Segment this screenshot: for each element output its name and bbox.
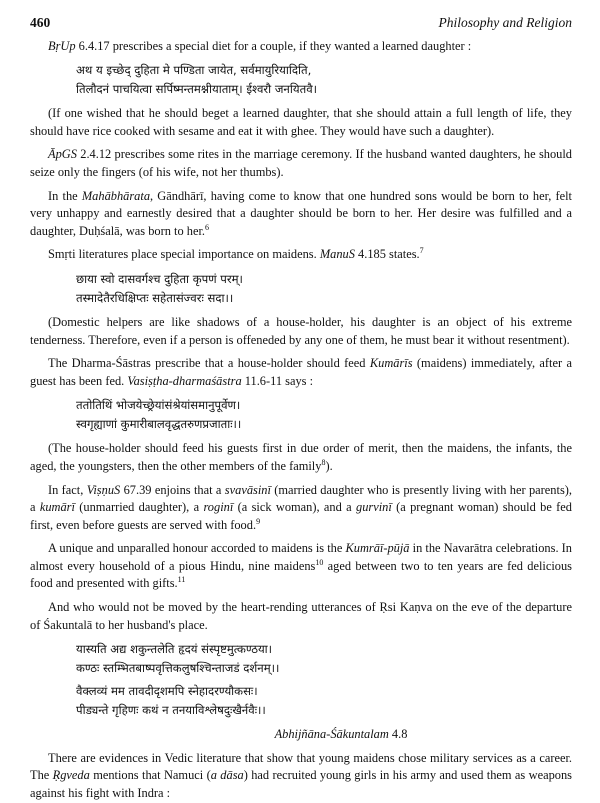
term: Kumārīs [369, 356, 413, 371]
paragraph-apgs: ĀpGS 2.4.12 prescribes some rites in the marriage ceremony. If the husband wanted daughters, he should seize only the fingers (of his wife, not her thumbs). [30, 147, 572, 179]
paragraph-smrti: Smṛti literatures place special importance on maidens. ManuS 4.185 states.$^7$ [48, 246, 424, 262]
paragraph-visnus: In fact, ViṣṇuS 67.39 enjoins that a svavāsinī (married daughter who is presently living with her parents), a kumārī (unmarried daughter), a roginī (a sick woman), and a gurvinī (a pregnant woman) should be fed first, even before guests are served with food.$^9$ [30, 482, 572, 532]
page-header [30, 14, 572, 32]
paragraph-kumari-puja: A unique and unparalled honour accorded to maidens is the Kumrāī-pūjā in the Navarātra celebrations. In almost every household of a pious Hindu, nine maidens$^{10}$ aged between two to ten years are fed delicious food and presented with gifts.$^{11}$ [30, 541, 572, 591]
footnote-marker: 7 [419, 246, 424, 256]
term: roginī [203, 500, 234, 515]
epic-title: Mahābhārata [81, 188, 151, 203]
term: Kumrāī-pūjā [345, 541, 410, 556]
paragraph-rgveda: There are evidences in Vedic literature that show that young maidens chose military services as a career. The Ṛgveda mentions that Namuci (a dāsa) had recruited young girls in his army and used them as weapons against his fight with Indra : [30, 750, 572, 801]
verse-line: पीड्यन्ते गृहिणः कथं न तनयाविश्लेषदुःखैर्नवैः।। [76, 703, 266, 718]
sanskrit-verse-5 [76, 682, 572, 720]
reference-abbrev: ĀpGS [48, 147, 77, 162]
source-work: Abhijñāna-Śākuntalam [274, 727, 389, 742]
verse-line: छाया स्वो दासवर्गश्च दुहिता कृपणं परम्। [76, 271, 243, 286]
sanskrit-verse-3 [76, 396, 572, 434]
reference-title: Ṛgveda [52, 768, 90, 783]
verse-source [110, 726, 572, 744]
verse-line: तस्मादेतैरधिक्षिप्तः सहेतासंज्वरः सदा।। [76, 290, 234, 305]
verse-line: ततोतिथिं भोजयेच्छ्रेयांसंश्रेयांसमानुपूर्वेण। [76, 398, 241, 413]
reference-abbrev: ViṣṇuS [86, 482, 121, 497]
sanskrit-verse-4 [76, 640, 572, 678]
sanskrit-verse-1 [76, 61, 572, 99]
paragraph-kanva: And who would not be moved by the heart-rending utterances of Ṛsi Kaṇva on the eve of the departure of Śakuntalā to her husband's place. [30, 600, 572, 632]
verse-line: कण्ठः स्तम्भितबाष्पवृत्तिकलुषश्चिन्ताजडं दर्शनम्।। [76, 661, 280, 676]
footnote-marker: 9 [256, 516, 261, 526]
reference-abbrev: BṛUp [48, 38, 76, 53]
reference-abbrev: ManuS [319, 247, 355, 262]
term: a dāsa [210, 768, 244, 783]
verse-line: तिलौदनं पाचयित्वा सर्पिष्मन्तमश्नीयाताम्। ईश्वरौ जनयितवै। [76, 82, 318, 97]
term: kumārī [39, 500, 75, 515]
paragraph-translation-3: (The house-holder should feed his guests first in due order of merit, then the maidens, the infants, the aged, the youngsters, then the other members of the family$^8$). [30, 441, 572, 473]
paragraph-brup: BṛUp 6.4.17 prescribes a special diet for a couple, if they wanted a learned daughter : [48, 38, 472, 53]
paragraph-translation-2: (Domestic helpers are like shadows of a house-holder, his daughter is an object of his extreme tenderness. Therefore, even if a person is offeneded by any one of them, he must bear it without resentment). [30, 314, 572, 347]
page-number: 460 [30, 15, 51, 30]
verse-line: वैक्लव्यं मम तावदीदृशमपि स्नेहादरण्यौकसः। [76, 684, 258, 699]
footnote-marker: 11 [177, 575, 186, 585]
verse-line: अथ य इच्छेद् दुहिता मे पण्डिता जायेत, सर्वमायुरियादिति, [76, 63, 312, 78]
term: gurvinī [356, 500, 392, 515]
term: svavāsinī [224, 482, 271, 497]
paragraph-dharmasastra: The Dharma-Śāstras prescribe that a house-holder should feed Kumārīs (maidens) immediately, after a guest has been fed. Vasiṣṭha-dharmaśāstra 11.6-11 says : [30, 356, 572, 388]
footnote-marker: 10 [315, 557, 324, 567]
verse-line: स्वगृह्याणां कुमारीबालवृद्धतरुणप्रजाताः।। [76, 417, 242, 432]
verse-line: यास्यति अद्य शकुन्तलेति हृदयं संस्पृष्टमुत्कण्ठया। [76, 642, 273, 657]
paragraph-mahabharata: In the Mahābhārata, Gāndhārī, having come to know that one hundred sons would be born to her, felt very unhappy and earnestly desired that a daughter should be born to her. Her desire was fulfilled and a daughter, Duḥśalā, was born to her.$^6$ [30, 188, 573, 238]
reference-title: Vasiṣṭha-dharmaśāstra [127, 373, 242, 388]
footnote-marker: 6 [205, 222, 209, 232]
source-verse: 4.8 [388, 727, 408, 742]
paragraph-translation-1: (If one wished that he should beget a learned daughter, that she should attain a full length of life, they should have rice cooked with sesame and eat it with ghee. They would have such a daughter). [30, 106, 572, 138]
sanskrit-verse-2 [76, 270, 572, 308]
footnote-marker: 8 [321, 457, 326, 467]
running-title: Philosophy and Religion [438, 15, 572, 30]
